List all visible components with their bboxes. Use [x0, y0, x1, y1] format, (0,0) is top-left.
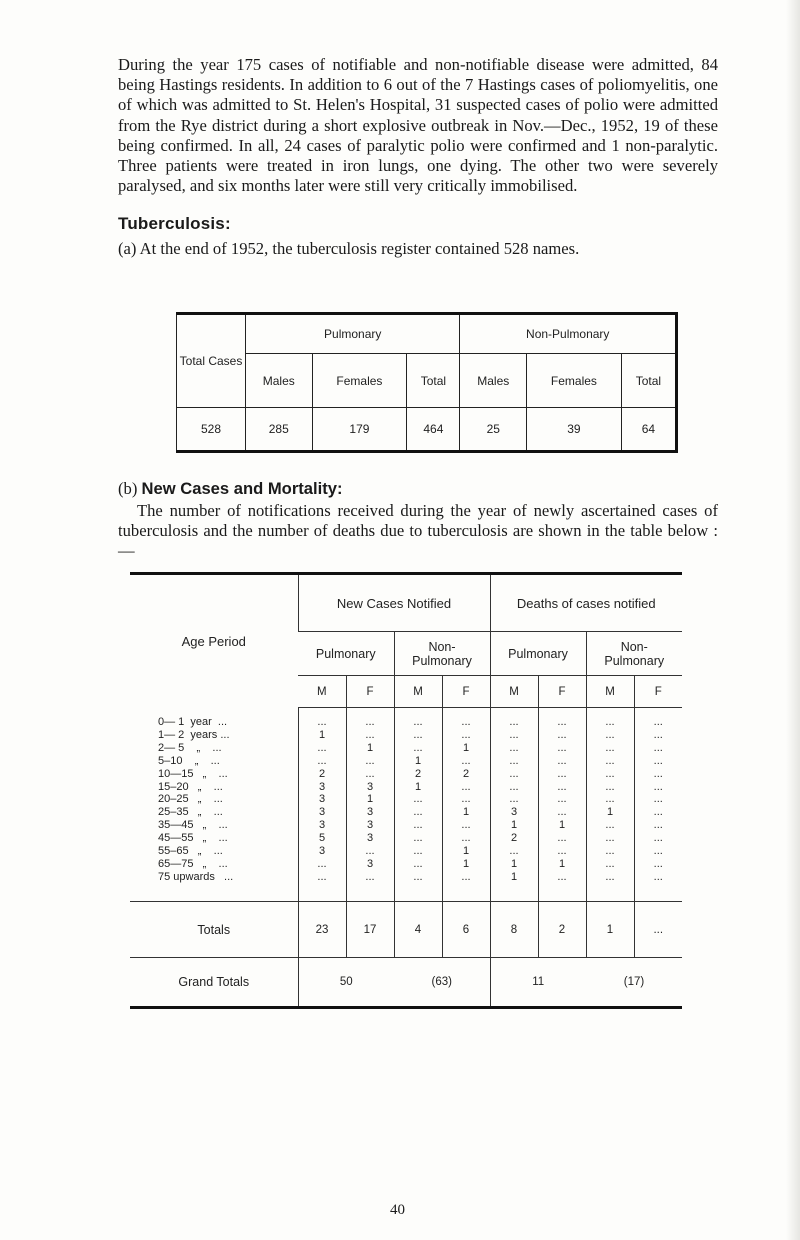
age-period-cell: 1— 2 years ...	[158, 728, 230, 741]
count-cell: ...	[634, 819, 682, 832]
count-cell: 2	[442, 768, 490, 781]
count-cell: 1	[394, 781, 442, 794]
count-cell: ...	[586, 871, 634, 884]
count-cell: ...	[490, 768, 538, 781]
total-cell: ...	[634, 902, 682, 958]
count-cell: ...	[634, 871, 682, 884]
grand-totals-label: Grand Totals	[130, 958, 298, 1008]
count-cell: 1	[298, 729, 346, 742]
count-cell: ...	[346, 755, 394, 768]
count-cell: 1	[538, 819, 586, 832]
total-cases-header: Total Cases	[177, 314, 246, 408]
count-cell: 1	[538, 858, 586, 871]
count-cell: ...	[346, 845, 394, 858]
count-cell: ...	[394, 708, 442, 729]
age-period-cell: 65—75 „ ...	[158, 857, 228, 870]
grand-deaths-all: (17)	[586, 958, 682, 1008]
count-cell: ...	[634, 742, 682, 755]
count-cell: 2	[298, 768, 346, 781]
col-m-header: M	[298, 676, 346, 708]
table-row	[130, 729, 682, 742]
count-cell: ...	[634, 793, 682, 806]
table-row	[130, 832, 682, 845]
count-cell: ...	[490, 845, 538, 858]
count-cell: ...	[346, 768, 394, 781]
count-cell: ...	[298, 871, 346, 884]
count-cell: ...	[490, 729, 538, 742]
new-cases-header: New Cases Notified	[298, 574, 490, 632]
table-row	[130, 755, 682, 768]
count-cell: ...	[490, 755, 538, 768]
table-row	[130, 793, 682, 806]
section-b-title: New Cases and Mortality:	[141, 479, 343, 498]
new-nonpulmonary-header: Non-Pulmonary	[394, 632, 490, 676]
nonpulm-males-header: Males	[460, 354, 527, 408]
total-cell: 17	[346, 902, 394, 958]
count-cell: ...	[394, 858, 442, 871]
count-cell: 1	[346, 793, 394, 806]
grand-new-pulmonary: 50	[298, 958, 394, 1008]
col-m-header: M	[394, 676, 442, 708]
deaths-header: Deaths of cases notified	[490, 574, 682, 632]
pulm-females-value: 179	[312, 408, 407, 452]
spacer-cell	[490, 884, 538, 902]
count-cell: ...	[346, 871, 394, 884]
table-row	[130, 819, 682, 832]
section-a-text: (a) At the end of 1952, the tuberculosis register contained 528 names.	[118, 239, 580, 258]
section-b-text: The number of notifications received during the year of newly ascertained cases of tuberculosis and the number of deaths due to tuberculosis are shown in the table below :—	[118, 501, 718, 561]
count-cell: ...	[298, 858, 346, 871]
spacer-cell	[298, 884, 346, 902]
count-cell: ...	[634, 708, 682, 729]
count-cell: ...	[634, 806, 682, 819]
total-cell: 23	[298, 902, 346, 958]
count-cell: ...	[634, 768, 682, 781]
table-row	[130, 806, 682, 819]
total-cell: 1	[586, 902, 634, 958]
pulm-females-header: Females	[312, 354, 407, 408]
count-cell: 1	[346, 742, 394, 755]
count-cell: ...	[442, 781, 490, 794]
total-cell: 8	[490, 902, 538, 958]
count-cell: 3	[346, 858, 394, 871]
table-row	[130, 858, 682, 871]
count-cell: ...	[634, 755, 682, 768]
count-cell: ...	[538, 806, 586, 819]
age-period-cell: 45—55 „ ...	[158, 832, 228, 845]
count-cell: 3	[298, 819, 346, 832]
count-cell: ...	[634, 858, 682, 871]
nonpulm-females-header: Females	[527, 354, 622, 408]
age-period-header: Age Period	[130, 574, 298, 708]
count-cell: 5	[298, 832, 346, 845]
count-cell: 3	[346, 781, 394, 794]
age-period-cell: 15–20 „ ...	[158, 780, 223, 793]
col-m-header: M	[490, 676, 538, 708]
pulm-males-value: 285	[246, 408, 313, 452]
spacer-cell	[442, 884, 490, 902]
count-cell: ...	[586, 858, 634, 871]
age-period-cell: 10—15 „ ...	[158, 767, 228, 780]
count-cell: ...	[490, 708, 538, 729]
spacer-cell	[586, 884, 634, 902]
count-cell: 3	[346, 832, 394, 845]
count-cell: 1	[394, 755, 442, 768]
age-period-cell: 75 upwards ...	[158, 870, 234, 883]
count-cell: 3	[298, 793, 346, 806]
age-period-cell: 20–25 „ ...	[158, 793, 223, 806]
count-cell: ...	[586, 781, 634, 794]
count-cell: ...	[538, 793, 586, 806]
age-period-cell: 0— 1 year ...	[158, 715, 228, 728]
count-cell: ...	[298, 755, 346, 768]
deaths-pulmonary-header: Pulmonary	[490, 632, 586, 676]
count-cell: ...	[394, 729, 442, 742]
spacer-cell	[394, 884, 442, 902]
page-edge-shadow	[786, 0, 800, 1240]
col-f-header: F	[634, 676, 682, 708]
count-cell: ...	[346, 708, 394, 729]
count-cell: ...	[538, 708, 586, 729]
count-cell: ...	[490, 781, 538, 794]
spacer-cell	[130, 884, 298, 902]
age-period-cell: 55–65 „ ...	[158, 845, 223, 858]
pulm-males-header: Males	[246, 354, 313, 408]
table-row	[130, 742, 682, 755]
col-f-header: F	[346, 676, 394, 708]
count-cell: 3	[346, 819, 394, 832]
count-cell: 1	[442, 806, 490, 819]
pulm-total-value: 464	[407, 408, 460, 452]
spacer-cell	[346, 884, 394, 902]
count-cell: ...	[442, 755, 490, 768]
nonpulm-males-value: 25	[460, 408, 527, 452]
count-cell: 1	[490, 871, 538, 884]
count-cell: 1	[490, 819, 538, 832]
count-cell: 3	[298, 845, 346, 858]
count-cell: ...	[586, 768, 634, 781]
count-cell: 1	[490, 858, 538, 871]
tuberculosis-heading: Tuberculosis:	[118, 214, 231, 233]
cases-table	[130, 572, 682, 1009]
count-cell: ...	[586, 729, 634, 742]
deaths-nonpulmonary-header: Non-Pulmonary	[586, 632, 682, 676]
register-table	[176, 312, 678, 453]
count-cell: ...	[298, 742, 346, 755]
count-cell: ...	[442, 708, 490, 729]
age-period-cell: 5–10 „ ...	[158, 754, 220, 767]
count-cell: ...	[586, 845, 634, 858]
nonpulm-females-value: 39	[527, 408, 622, 452]
count-cell: 1	[586, 806, 634, 819]
totals-label: Totals	[130, 902, 298, 958]
count-cell: ...	[442, 729, 490, 742]
count-cell: ...	[346, 729, 394, 742]
count-cell: ...	[394, 819, 442, 832]
section-b-label: (b)	[118, 479, 138, 498]
count-cell: 1	[442, 845, 490, 858]
age-period-cell: 35—45 „ ...	[158, 819, 228, 832]
non-pulmonary-header: Non-Pulmonary	[460, 314, 677, 354]
count-cell: 3	[346, 806, 394, 819]
count-cell: ...	[538, 729, 586, 742]
spacer-cell	[634, 884, 682, 902]
count-cell: 2	[394, 768, 442, 781]
count-cell: ...	[586, 742, 634, 755]
count-cell: ...	[442, 871, 490, 884]
spacer-row	[130, 884, 682, 902]
count-cell: ...	[538, 742, 586, 755]
count-cell: 2	[490, 832, 538, 845]
count-cell: ...	[394, 806, 442, 819]
count-cell: ...	[586, 819, 634, 832]
count-cell: ...	[538, 755, 586, 768]
count-cell: ...	[586, 708, 634, 729]
age-period-cell: 2— 5 „ ...	[158, 741, 222, 754]
total-cell: 6	[442, 902, 490, 958]
page-number: 40	[390, 1202, 405, 1218]
col-m-header: M	[586, 676, 634, 708]
count-cell: 3	[298, 781, 346, 794]
total-cell: 2	[538, 902, 586, 958]
count-cell: ...	[538, 845, 586, 858]
total-cell: 4	[394, 902, 442, 958]
table-row	[130, 781, 682, 794]
count-cell: ...	[394, 832, 442, 845]
count-cell: ...	[298, 708, 346, 729]
count-cell: ...	[634, 729, 682, 742]
count-cell: ...	[442, 793, 490, 806]
count-cell: ...	[538, 768, 586, 781]
count-cell: 1	[442, 858, 490, 871]
total-cases-value: 528	[177, 408, 246, 452]
count-cell: ...	[586, 832, 634, 845]
count-cell: ...	[538, 781, 586, 794]
grand-new-all: (63)	[394, 958, 490, 1008]
count-cell: ...	[634, 781, 682, 794]
count-cell: ...	[538, 832, 586, 845]
pulmonary-header: Pulmonary	[246, 314, 460, 354]
count-cell: ...	[490, 742, 538, 755]
count-cell: 3	[298, 806, 346, 819]
count-cell: ...	[490, 793, 538, 806]
pulm-total-header: Total	[407, 354, 460, 408]
count-cell: ...	[394, 793, 442, 806]
age-period-cell: 25–35 „ ...	[158, 806, 223, 819]
table-row	[130, 768, 682, 781]
intro-paragraph: During the year 175 cases of notifiable and non-notifiable disease were admitted, 84 being Hastings residents. In addition to 6 out of the 7 Hastings cases of poliomyelitis, one of which was admitted to St. Helen's Hospital, 31 suspected cases of polio were admitted from the Rye district during a short explosive outbreak in Nov.—Dec., 1952, 19 of these being confirmed. In all, 24 cases of paralytic polio were confirmed and 1 non-paralytic. Three patients were treated in iron lungs, one dying. The other two were severely paralysed, and six months later were still very critically immobilised.	[118, 55, 718, 196]
col-f-header: F	[538, 676, 586, 708]
col-f-header: F	[442, 676, 490, 708]
count-cell: 1	[442, 742, 490, 755]
count-cell: ...	[394, 742, 442, 755]
count-cell: ...	[538, 871, 586, 884]
count-cell: 3	[490, 806, 538, 819]
count-cell: ...	[586, 755, 634, 768]
count-cell: ...	[634, 845, 682, 858]
nonpulm-total-value: 64	[621, 408, 676, 452]
count-cell: ...	[394, 871, 442, 884]
count-cell: ...	[634, 832, 682, 845]
count-cell: ...	[442, 819, 490, 832]
count-cell: ...	[442, 832, 490, 845]
new-pulmonary-header: Pulmonary	[298, 632, 394, 676]
spacer-cell	[538, 884, 586, 902]
table-row	[130, 871, 682, 884]
count-cell: ...	[586, 793, 634, 806]
grand-deaths-pulmonary: 11	[490, 958, 586, 1008]
count-cell: ...	[394, 845, 442, 858]
table-row	[130, 845, 682, 858]
nonpulm-total-header: Total	[621, 354, 676, 408]
section-b-heading	[118, 479, 718, 499]
table-row	[130, 708, 682, 729]
